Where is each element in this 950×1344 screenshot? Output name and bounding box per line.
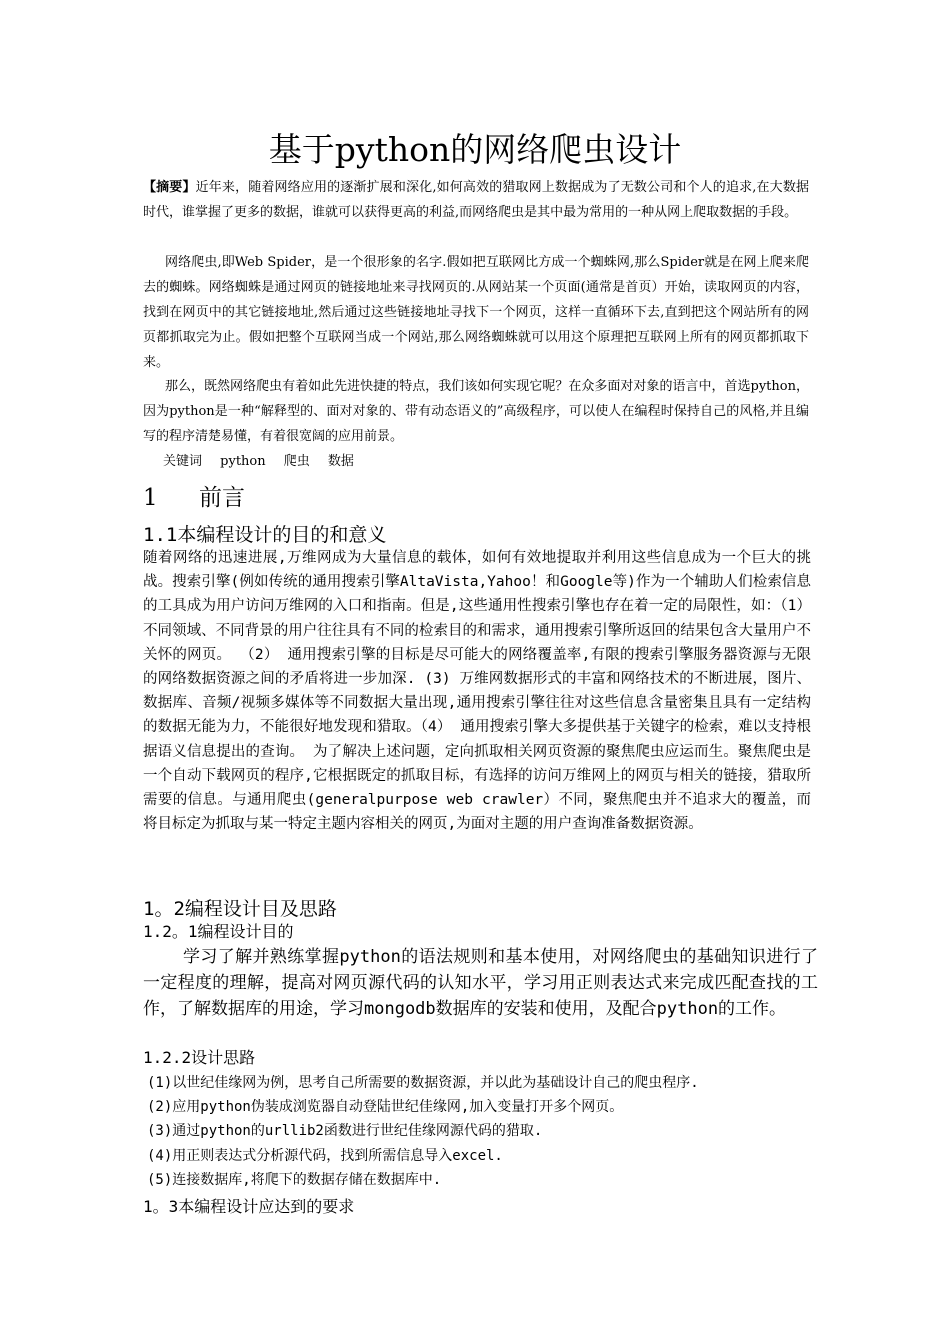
subsection-heading-1-3: 1。3本编程设计应达到的要求 [143,1197,355,1216]
subsection-heading-1-2-1: 1.2。1编程设计目的 [143,922,294,941]
abstract-text: 近年来，随着网络应用的逐渐扩展和深化,如何高效的猎取网上数据成为了无数公司和个人的追求,在大数据时代，谁掌握了更多的数据，谁就可以获得更高的利益,而网络爬虫是其中最为常用的一种从网上爬取数据的手段。 [143,180,809,220]
subsection-heading-1-2-2: 1.2.2设计思路 [143,1048,256,1067]
abstract-paragraph-1 [143,175,809,225]
abstract-text: 那么，既然网络爬虫有着如此先进快捷的特点，我们该如何实现它呢？在众多面对对象的语言中，首选python，因为python是一种“解释型的、面对对象的、带有动态语义的”高级程序，可以使人在编程时保持自己的风格,并且编写的程序清楚易懂，有着很宽阔的应用前景。 [143,379,809,444]
subsection-heading-1-1: 1.1本编程设计的目的和意义 [143,524,387,546]
keywords-label: 关键词 [163,454,203,469]
keyword: 数据 [327,454,354,469]
keywords-line [143,449,809,474]
list-item: (2)应用python伪装成浏览器自动登陆世纪佳缘网,加入变量打开多个网页。 [147,1099,624,1116]
abstract-label: 【摘要】 [143,180,196,195]
abstract-paragraph-2 [143,250,809,375]
abstract-paragraph-3 [143,374,809,449]
list-item: (1)以世纪佳缘网为例，思考自己所需要的数据资源，并以此为基础设计自己的爬虫程序. [147,1075,699,1091]
subsection-heading-1-2: 1。2编程设计目及思路 [143,898,337,920]
list-item: (5)连接数据库,将爬下的数据存储在数据库中. [147,1171,442,1188]
section-number: 1 [143,485,158,511]
design-steps-list [147,1071,817,1192]
subsection-body-1-2-1: 学习了解并熟练掌握python的语法规则和基本使用，对网络爬虫的基础知识进行了一定程度的理解，提高对网页源代码的认知水平，学习用正则表达式来完成匹配查找的工作，了解数据库的用途，学习mongodb数据库的安装和使用，及配合python的工作。 [143,947,818,1019]
list-item: (3)通过python的urllib2函数进行世纪佳缘网源代码的猎取. [147,1123,543,1140]
section-title: 前言 [199,485,245,511]
keyword: python [220,454,266,469]
keyword: 爬虫 [283,454,310,469]
document-title: 基于python的网络爬虫设计 [268,130,682,169]
list-item: (4)用正则表达式分析源代码，找到所需信息导入excel. [147,1147,503,1164]
section-heading-1 [143,481,245,515]
subsection-body-1-1: 随着网络的迅速进展,万维网成为大量信息的载体，如何有效地提取并利用这些信息成为一个巨大的挑战。搜索引擎(例如传统的通用搜索引擎AltaVista,Yahoo！和Google等)作为一个辅助人们检索信息的工具成为用户访问万维网的入口和指南。但是,这些通用性搜索引擎也存在着一定的局限性，如：（1） 不同领域、不同背景的用户往往具有不同的检索目的和需求，通用搜索引擎所返回的结果包含大量用户不关怀的网页。 （2） 通用搜索引擎的目标是尽可能大的网络覆盖率,有限的搜索引擎服务器资源与无限的网络数据资源之间的矛盾将进一步加深. (3) 万维网数据形式的丰富和网络技术的不断进展，图片、数据库、音频/视频多媒体等不同数据大量出现,通用搜索引擎往往对这些信息含量密集且具有一定结构的数据无能为力，不能很好地发现和猎取。（4） 通用搜索引擎大多提供基于关键字的检索，难以支持根据语义信息提出的查询。 为了解决上述问题，定向抓取相关网页资源的聚焦爬虫应运而生。聚焦爬虫是一个自动下载网页的程序,它根据既定的抓取目标，有选择的访问万维网上的网页与相关的链接，猎取所需要的信息。与通用爬虫(generalpurpose web crawler）不同，聚焦爬虫并不追求大的覆盖，而将目标定为抓取与某一特定主题内容相关的网页,为面对主题的用户查询准备数据资源。 [143,550,811,833]
abstract-text: 网络爬虫,即Web Spider，是一个很形象的名字.假如把互联网比方成一个蜘蛛网,那么Spider就是在网上爬来爬去的蜘蛛。网络蜘蛛是通过网页的链接地址来寻找网页的.从网站某一个页面(通常是首页）开始，读取网页的内容，找到在网页中的其它链接地址,然后通过这些链接地址寻找下一个网页，这样一直循环下去,直到把这个网站所有的网页都抓取完为止。假如把整个互联网当成一个网站,那么网络蜘蛛就可以用这个原理把互联网上所有的网页都抓取下来。 [143,255,809,370]
